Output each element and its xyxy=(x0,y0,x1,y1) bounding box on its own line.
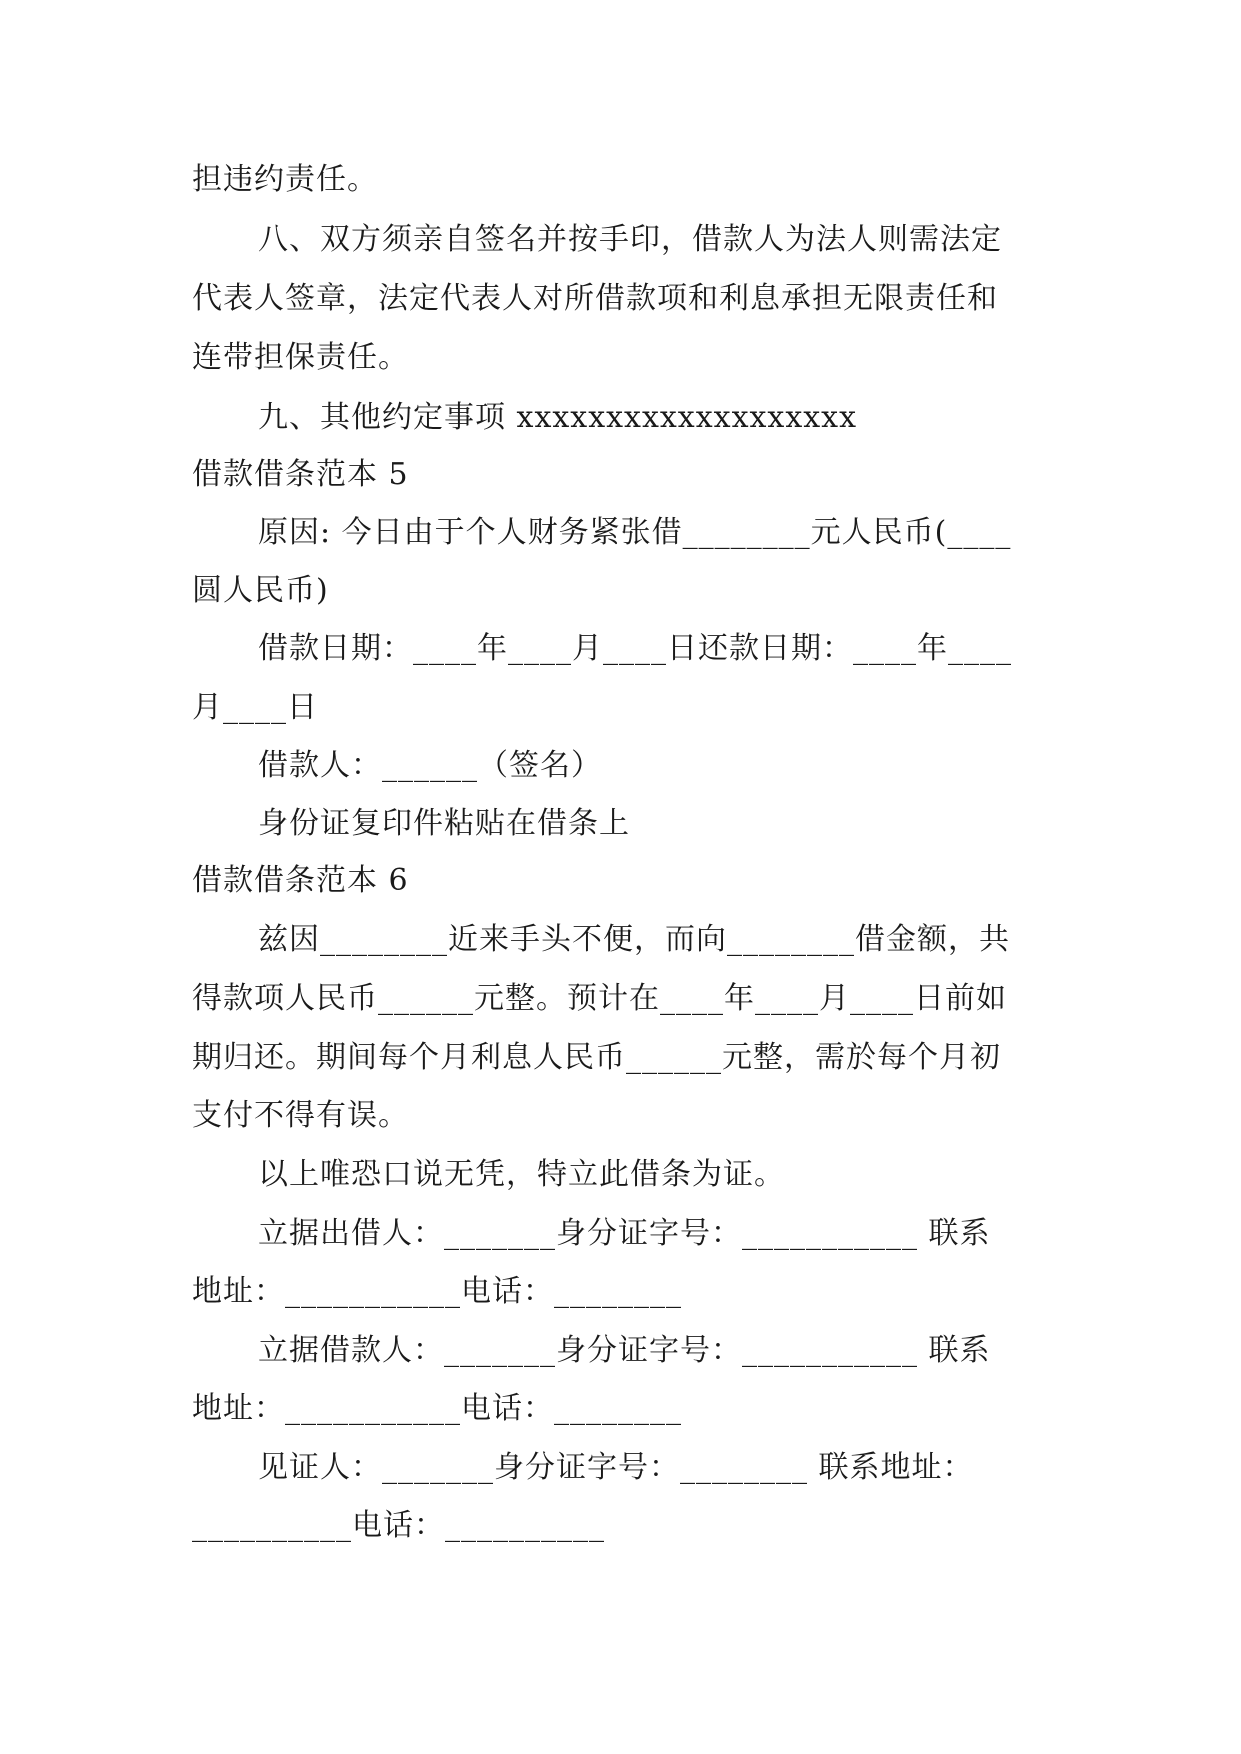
witness-line-1: 见证人：_______身分证字号：________ 联系地址： xyxy=(258,1450,974,1485)
sample5-reason-line-2: 圆人民币) xyxy=(192,573,329,608)
clause-8-line-1: 八、双方须亲自签名并按手印，借款人为法人则需法定 xyxy=(258,222,1002,257)
section-heading-5: 借款借条范本 5 xyxy=(192,457,409,492)
clause-9: 九、其他约定事项 xxxxxxxxxxxxxxxxxxx xyxy=(258,400,857,435)
sample6-body-line-3: 期归还。期间每个月利息人民币______元整，需於每个月初 xyxy=(192,1040,1001,1075)
text-line-1: 担违约责任。 xyxy=(192,162,378,197)
sample6-closing: 以上唯恐口说无凭，特立此借条为证。 xyxy=(258,1157,785,1192)
sample6-body-line-4: 支付不得有误。 xyxy=(192,1098,409,1133)
section-heading-6: 借款借条范本 6 xyxy=(192,863,409,898)
clause-8-line-2: 代表人签章，法定代表人对所借款项和利息承担无限责任和 xyxy=(192,281,998,316)
sample5-dates-line-1: 借款日期：____年____月____日还款日期：____年____ xyxy=(258,631,1012,666)
clause-8-line-3: 连带担保责任。 xyxy=(192,340,409,375)
sample5-dates-line-2: 月____日 xyxy=(192,690,318,725)
sample5-borrower: 借款人：______（签名） xyxy=(258,748,602,783)
borrower-line-2: 地址：___________电话：________ xyxy=(192,1391,682,1426)
lender-line-1: 立据出借人：_______身分证字号：___________ 联系 xyxy=(258,1216,991,1251)
sample5-reason-line-1: 原因: 今日由于个人财务紧张借________元人民币(____ xyxy=(258,515,1012,550)
sample6-body-line-1: 兹因________近来手头不便，而向________借金额，共 xyxy=(258,922,1010,957)
lender-line-2: 地址：___________电话：________ xyxy=(192,1274,682,1309)
witness-line-2: __________电话：__________ xyxy=(192,1508,605,1543)
sample6-body-line-2: 得款项人民币______元整。预计在____年____月____日前如 xyxy=(192,981,1007,1016)
sample5-id-note: 身份证复印件粘贴在借条上 xyxy=(258,806,630,841)
borrower-line-1: 立据借款人：_______身分证字号：___________ 联系 xyxy=(258,1333,991,1368)
